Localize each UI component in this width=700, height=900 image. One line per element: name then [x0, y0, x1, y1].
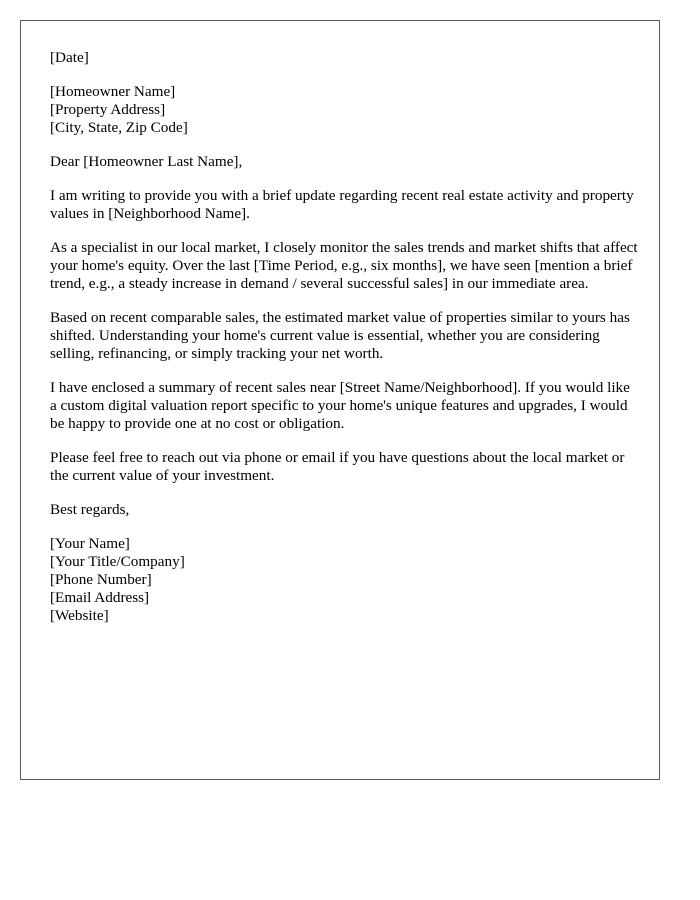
letter-body — [50, 49, 640, 641]
recipient-block — [50, 83, 640, 137]
letter-date: [Date] — [50, 49, 89, 66]
recipient-name: [Homeowner Name] — [50, 83, 176, 100]
paragraph-market-trends: As a specialist in our local market, I closely monitor the sales trends and market shifts that affect your home's equity. Over the last [Time Period, e.g., six months], we have seen [mention a brief trend, e.g., a steady increase in demand / several successful sales] in our immediate area. — [50, 239, 638, 292]
signature-name: [Your Name] — [50, 535, 130, 552]
signature-title-company: [Your Title/Company] — [50, 553, 185, 570]
paragraph-enclosure: I have enclosed a summary of recent sales near [Street Name/Neighborhood]. If you would like a custom digital valuation report specific to your home's unique features and upgrades, I would be happy to provide one at no cost or obligation. — [50, 379, 630, 432]
signature-email: [Email Address] — [50, 589, 150, 606]
signature-block — [50, 535, 640, 625]
recipient-city-state-zip: [City, State, Zip Code] — [50, 119, 188, 136]
paragraph-intro: I am writing to provide you with a brief update regarding recent real estate activity and property values in [Neighborhood Name]. — [50, 187, 634, 222]
paragraph-contact: Please feel free to reach out via phone or email if you have questions about the local market or the current value of your investment. — [50, 449, 625, 484]
signature-website: [Website] — [50, 607, 109, 624]
letter-page — [20, 20, 660, 780]
salutation: Dear [Homeowner Last Name], — [50, 153, 243, 170]
recipient-address: [Property Address] — [50, 101, 166, 118]
closing: Best regards, — [50, 501, 130, 518]
paragraph-valuation: Based on recent comparable sales, the estimated market value of properties similar to yours has shifted. Understanding your home's current value is essential, whether you are considering selling, refinancing, or simply tracking your net worth. — [50, 309, 630, 362]
signature-phone: [Phone Number] — [50, 571, 152, 588]
